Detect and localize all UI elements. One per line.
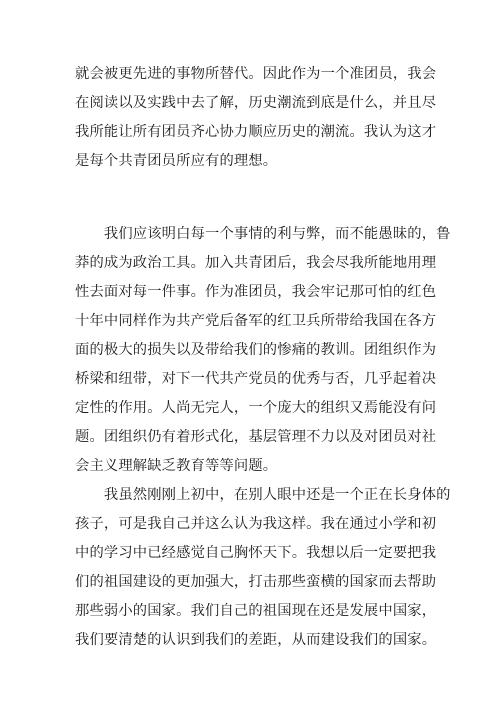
text-line: 桥梁和纽带，对下一代共产党员的优秀与否，几乎起着决: [75, 371, 437, 387]
text-line: 在阅读以及实践中去了解，历史潮流到底是什么，并且尽: [75, 95, 437, 111]
text-line: 们的祖国建设的更加强大，打击那些蛮横的国家而去帮助: [75, 574, 437, 590]
paragraph-3: [75, 481, 451, 655]
text-line: 我虽然刚刚上初中，在别人眼中还是一个正在长身体的: [75, 487, 451, 503]
text-line: 题。团组织仍有着形式化，基层管理不力以及对团员对社: [75, 429, 437, 445]
text-line: 孩子，可是我自己并这么认为我这样。我在通过小学和初: [75, 516, 437, 532]
text-line: 我们应该明白每一个事情的利与弊，而不能愚昧的，鲁: [75, 226, 451, 242]
text-line: 莽的成为政治工具。加入共青团后，我会尽我所能地用理: [75, 255, 437, 271]
text-line: 就会被更先进的事物所替代。因此作为一个准团员，我会: [75, 66, 437, 82]
paragraph-1: [75, 60, 437, 176]
text-line: 定性的作用。人尚无完人，一个庞大的组织又焉能没有问: [75, 400, 437, 416]
text-line: 性去面对每一件事。作为准团员，我会牢记那可怕的红色: [75, 284, 437, 300]
paragraph-2: [75, 220, 451, 481]
text-line: 那些弱小的国家。我们自己的祖国现在还是发展中国家，: [75, 603, 437, 619]
text-line: 面的极大的损失以及带给我们的惨痛的教训。团组织作为: [75, 342, 437, 358]
text-line: 中的学习中已经感觉自己胸怀天下。我想以后一定要把我: [75, 545, 437, 561]
text-line: 我所能让所有团员齐心协力顺应历史的潮流。我认为这才: [75, 124, 437, 140]
text-line: 我们要清楚的认识到我们的差距，从而建设我们的国家。: [75, 632, 437, 648]
text-line: 十年中同样作为共产党后备军的红卫兵所带给我国在各方: [75, 313, 437, 329]
text-line: 是每个共青团员所应有的理想。: [75, 153, 278, 169]
text-line: 会主义理解缺乏教育等等问题。: [75, 458, 278, 474]
